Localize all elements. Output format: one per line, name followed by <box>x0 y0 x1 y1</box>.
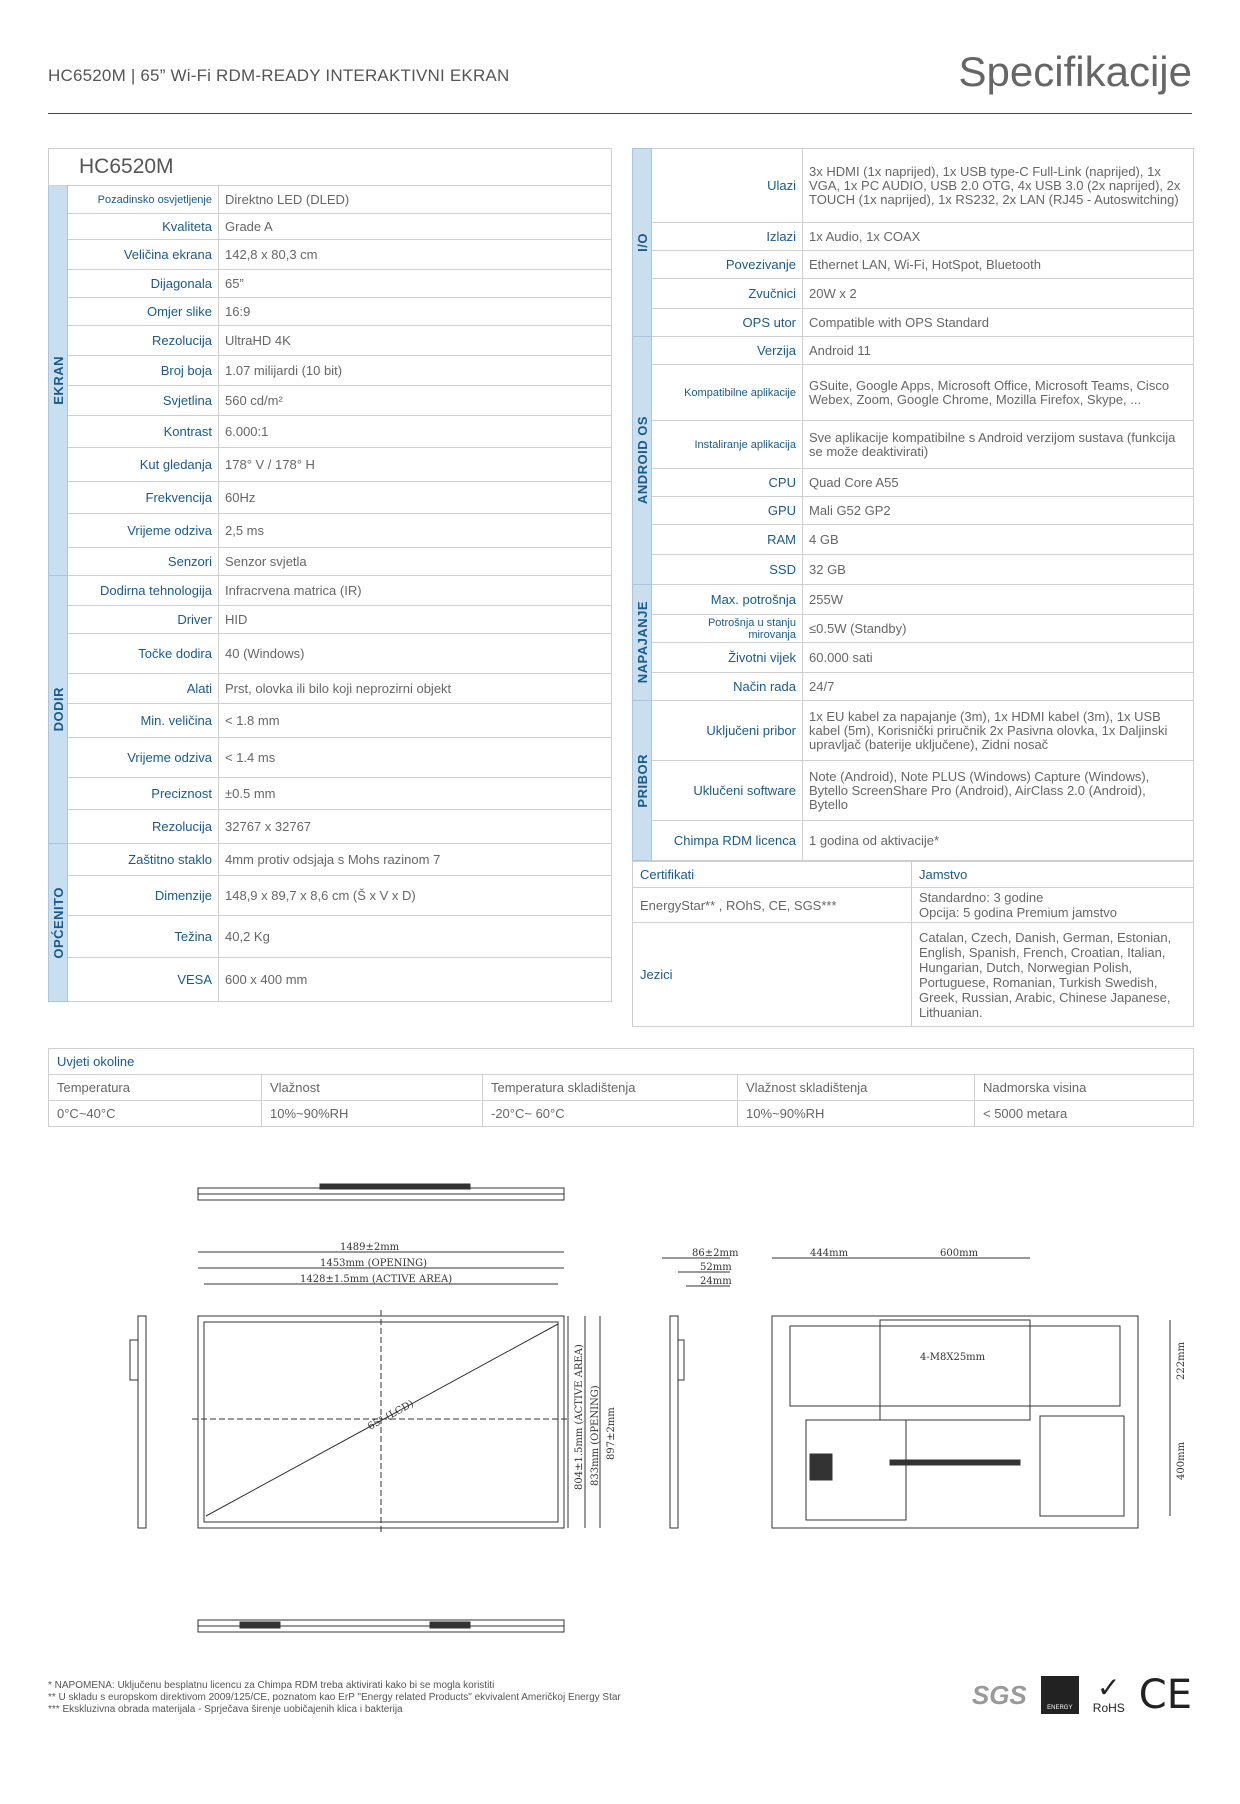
height-total-label: 897±2mm <box>606 1407 617 1460</box>
env-value: < 5000 metara <box>975 1101 1194 1127</box>
spec-row <box>633 555 1194 585</box>
spec-value: Mali G52 GP2 <box>803 497 1194 525</box>
spec-row <box>49 240 612 270</box>
warranty-header: Jamstvo <box>912 862 1194 888</box>
spec-value: 1 godina od aktivacije* <box>803 821 1194 861</box>
spec-label: Način rada <box>652 673 803 701</box>
technical-drawings <box>0 1170 1240 1650</box>
header-divider <box>48 113 1192 114</box>
spec-row <box>49 576 612 606</box>
spec-value: 40,2 Kg <box>219 916 612 958</box>
group-label-cell <box>49 576 68 844</box>
spec-label: Pozadinsko osvjetljenje <box>68 186 219 214</box>
spec-label: Kontrast <box>68 416 219 448</box>
spec-row <box>633 673 1194 701</box>
depth-min-label: 24mm <box>700 1276 732 1287</box>
spec-value: 16:9 <box>219 298 612 326</box>
spec-value: 4 GB <box>803 525 1194 555</box>
spec-value: 142,8 x 80,3 cm <box>219 240 612 270</box>
spec-row <box>49 876 612 916</box>
front-view-drawing <box>192 1242 617 1534</box>
certificates-table <box>632 861 1194 1027</box>
spec-label: Izlazi <box>652 223 803 251</box>
vesa-width-label: 600mm <box>940 1248 979 1259</box>
spec-row <box>49 326 612 356</box>
depth-total-label: 86±2mm <box>692 1248 739 1259</box>
spec-value: ≤0.5W (Standby) <box>803 615 1194 643</box>
spec-label: Zvučnici <box>652 279 803 309</box>
spec-label: Chimpa RDM licenca <box>652 821 803 861</box>
spec-label: Verzija <box>652 337 803 365</box>
height-opening-label: 833mm (OPENING) <box>590 1385 601 1486</box>
spec-value: 255W <box>803 585 1194 615</box>
spec-row <box>633 497 1194 525</box>
document-subtitle: HC6520M | 65” Wi-Fi RDM-READY INTERAKTIVNI EKRAN <box>48 66 510 85</box>
ce-logo: CE <box>1138 1672 1192 1718</box>
spec-value: ±0.5 mm <box>219 778 612 810</box>
spec-row <box>49 386 612 416</box>
width-total-label: 1489±2mm <box>340 1242 400 1253</box>
spec-label: VESA <box>68 958 219 1002</box>
spec-label: Životni vijek <box>652 643 803 673</box>
check-icon: ✓ <box>1097 1672 1121 1703</box>
spec-row <box>633 701 1194 761</box>
vesa-offset-label: 444mm <box>810 1248 849 1259</box>
spec-value: 3x HDMI (1x naprijed), 1x USB type-C Full-Link (naprijed), 1x VGA, 1x PC AUDIO, USB 2.0 OTG, 4x USB 3.0 (2x naprijed), 2x TOUCH (1x naprijed), 1x RS232, 2x LAN (RJ45 - Autoswitching) <box>803 149 1194 223</box>
spec-value: Direktno LED (DLED) <box>219 186 612 214</box>
env-value: 0°C~40°C <box>49 1101 262 1127</box>
spec-label: Broj boja <box>68 356 219 386</box>
spec-label: Senzori <box>68 548 219 576</box>
spec-value: 40 (Windows) <box>219 634 612 674</box>
spec-value: 32767 x 32767 <box>219 810 612 844</box>
spec-row <box>633 251 1194 279</box>
spec-value: 178° V / 178° H <box>219 448 612 482</box>
spec-row <box>633 643 1194 673</box>
energy-star-logo: ENERGY STAR <box>1041 1676 1079 1714</box>
spec-row <box>49 482 612 514</box>
page-title: Specifikacije <box>958 48 1192 95</box>
spec-value: Ethernet LAN, Wi-Fi, HotSpot, Bluetooth <box>803 251 1194 279</box>
group-label-cell <box>633 337 652 585</box>
spec-value: 65” <box>219 270 612 298</box>
spec-label: Težina <box>68 916 219 958</box>
footnote: * NAPOMENA: Uključenu besplatnu licencu za Chimpa RDM treba aktivirati kako bi se mogla koristiti <box>48 1680 495 1691</box>
spec-label: Vrijeme odziva <box>68 738 219 778</box>
spec-row <box>633 279 1194 309</box>
spec-row <box>633 149 1194 223</box>
spec-label: Max. potrošnja <box>652 585 803 615</box>
spec-value: 148,9 x 89,7 x 8,6 cm (Š x V x D) <box>219 876 612 916</box>
spec-row <box>633 421 1194 469</box>
spec-row <box>633 585 1194 615</box>
spec-row <box>49 214 612 240</box>
spec-row <box>49 778 612 810</box>
spec-label: Točke dodira <box>68 634 219 674</box>
spec-row <box>49 958 612 1002</box>
env-header: Temperatura skladištenja <box>483 1075 738 1101</box>
left-spec-table <box>48 148 612 1002</box>
spec-label: Kut gledanja <box>68 448 219 482</box>
group-label-cell <box>633 149 652 337</box>
group-label: I/O <box>634 233 650 252</box>
width-active-label: 1428±1.5mm (ACTIVE AREA) <box>300 1274 453 1285</box>
spec-label: Svjetlina <box>68 386 219 416</box>
vesa-height-label: 400mm <box>1176 1441 1187 1480</box>
height-active-label: 804±1.5mm (ACTIVE AREA) <box>574 1344 585 1490</box>
env-header: Vlažnost skladištenja <box>738 1075 975 1101</box>
group-label-cell <box>49 186 68 576</box>
spec-value: < 1.8 mm <box>219 704 612 738</box>
screw-spec-label: 4-M8X25mm <box>920 1352 986 1363</box>
spec-value: < 1.4 ms <box>219 738 612 778</box>
spec-row <box>633 761 1194 821</box>
footnotes <box>48 1680 621 1716</box>
spec-value: 20W x 2 <box>803 279 1194 309</box>
spec-value: HID <box>219 606 612 634</box>
env-header: Nadmorska visina <box>975 1075 1194 1101</box>
spec-value: 560 cd/m² <box>219 386 612 416</box>
spec-label: SSD <box>652 555 803 585</box>
spec-value: Note (Android), Note PLUS (Windows) Capture (Windows), Bytello ScreenShare Pro (Android), AirClass 2.0 (Android), Bytello <box>803 761 1194 821</box>
spec-label: OPS utor <box>652 309 803 337</box>
spec-label: Driver <box>68 606 219 634</box>
spec-row <box>49 704 612 738</box>
spec-value: Prst, olovka ili bilo koji neprozirni objekt <box>219 674 612 704</box>
spec-row <box>49 270 612 298</box>
spec-value: 60Hz <box>219 482 612 514</box>
spec-value: Sve aplikacije kompatibilne s Android verzijom sustava (funkcija se može deaktivirati) <box>803 421 1194 469</box>
spec-label: Dodirna tehnologija <box>68 576 219 606</box>
spec-row <box>49 674 612 704</box>
spec-value: 1x EU kabel za napajanje (3m), 1x HDMI kabel (3m), 1x USB kabel (5m), Korisnički priručnik 2x Pasivna olovka, 1x Daljinski upravljač (baterije uključene), Zidni nosač <box>803 701 1194 761</box>
spec-label: Uklučeni software <box>652 761 803 821</box>
spec-label: Povezivanje <box>652 251 803 279</box>
group-label-cell <box>49 844 68 1002</box>
spec-row <box>49 810 612 844</box>
spec-value: Infracrvena matrica (IR) <box>219 576 612 606</box>
spec-row <box>49 916 612 958</box>
rohs-logo <box>1092 1672 1125 1715</box>
footnote: *** Ekskluzivna obrada materijala - Sprječava širenje uobičajenih klica i bakterija <box>48 1704 403 1715</box>
certification-logos <box>971 1672 1192 1775</box>
env-header: Temperatura <box>49 1075 262 1101</box>
spec-value: GSuite, Google Apps, Microsoft Office, Microsoft Teams, Cisco Webex, Zoom, Google Chrome, Mozilla Firefox, Skype, ... <box>803 365 1194 421</box>
group-label: EKRAN <box>50 356 66 405</box>
environment-title: Uvjeti okoline <box>49 1049 1194 1075</box>
spec-row <box>49 844 612 876</box>
spec-value: 24/7 <box>803 673 1194 701</box>
spec-label: Dimenzije <box>68 876 219 916</box>
spec-label: Kompatibilne aplikacije <box>652 365 803 421</box>
spec-label: Dijagonala <box>68 270 219 298</box>
spec-row <box>49 606 612 634</box>
spec-label: Veličina ekrana <box>68 240 219 270</box>
spec-row <box>49 298 612 326</box>
spec-value: 4mm protiv odsjaja s Mohs razinom 7 <box>219 844 612 876</box>
env-header: Vlažnost <box>262 1075 483 1101</box>
spec-label: Uključeni pribor <box>652 701 803 761</box>
env-value: 10%~90%RH <box>738 1101 975 1127</box>
spec-row <box>49 416 612 448</box>
spec-label: Rezolucija <box>68 326 219 356</box>
group-label: OPĆENITO <box>50 886 66 959</box>
spec-label: Ulazi <box>652 149 803 223</box>
vesa-top-offset-label: 222mm <box>1176 1341 1187 1380</box>
spec-value: Android 11 <box>803 337 1194 365</box>
languages-header: Jezici <box>633 923 912 1027</box>
spec-label: RAM <box>652 525 803 555</box>
spec-label: Preciznost <box>68 778 219 810</box>
spec-row <box>633 525 1194 555</box>
spec-row <box>49 448 612 482</box>
spec-label: CPU <box>652 469 803 497</box>
spec-value: 32 GB <box>803 555 1194 585</box>
depth-mid-label: 52mm <box>700 1262 732 1273</box>
spec-value: 2,5 ms <box>219 514 612 548</box>
cert-header: Certifikati <box>633 862 912 888</box>
product-title: HC6520M <box>49 149 612 186</box>
env-value: -20°C~ 60°C <box>483 1101 738 1127</box>
spec-row <box>633 223 1194 251</box>
spec-value: Quad Core A55 <box>803 469 1194 497</box>
spec-label: Omjer slike <box>68 298 219 326</box>
spec-row <box>49 548 612 576</box>
spec-value: Compatible with OPS Standard <box>803 309 1194 337</box>
cert-value: EnergyStar** , ROhS, CE, SGS*** <box>633 888 912 923</box>
spec-value: Grade A <box>219 214 612 240</box>
spec-label: GPU <box>652 497 803 525</box>
spec-label: Rezolucija <box>68 810 219 844</box>
spec-row <box>49 634 612 674</box>
top-view-drawing <box>198 1184 564 1200</box>
warranty-standard: Standardno: 3 godine <box>919 890 1044 905</box>
sgs-logo: SGS <box>971 1679 1027 1710</box>
warranty-option: Opcija: 5 godina Premium jamstvo <box>919 905 1117 920</box>
back-view-drawing <box>772 1248 1187 1528</box>
env-value: 10%~90%RH <box>262 1101 483 1127</box>
spec-label: Vrijeme odziva <box>68 514 219 548</box>
languages-value: Catalan, Czech, Danish, German, Estonian, English, Spanish, French, Croatian, Italian, Hungarian, Dutch, Norwegian Polish, Portuguese, Romanian, Turkish Swedish, Greek, Russian, Arabic, Chinese Japanese, Lithuanian. <box>912 923 1194 1027</box>
group-label: NAPAJANJE <box>634 601 650 684</box>
environment-table <box>48 1048 1194 1127</box>
spec-label: Frekvencija <box>68 482 219 514</box>
group-label: DODIR <box>50 687 66 732</box>
spec-row <box>633 337 1194 365</box>
spec-value: 1.07 milijardi (10 bit) <box>219 356 612 386</box>
spec-value: 60.000 sati <box>803 643 1194 673</box>
group-label-cell <box>633 701 652 861</box>
rohs-text: RoHS <box>1092 1701 1125 1715</box>
spec-label: Min. veličina <box>68 704 219 738</box>
spec-row <box>633 615 1194 643</box>
diagonal-label: 65" (LCD) <box>366 1398 416 1433</box>
group-label-cell <box>633 585 652 701</box>
spec-row <box>633 469 1194 497</box>
spec-value: UltraHD 4K <box>219 326 612 356</box>
width-opening-label: 1453mm (OPENING) <box>320 1258 428 1269</box>
spec-row <box>633 365 1194 421</box>
group-label: PRIBOR <box>634 753 650 808</box>
spec-row <box>49 356 612 386</box>
footnote: ** U skladu s europskom direktivom 2009/125/CE, poznatom kao ErP "Energy related Products" ekvivalent Američkoj Energy Star <box>48 1692 621 1703</box>
spec-row <box>49 186 612 214</box>
side-view-drawing <box>130 1248 739 1528</box>
spec-row <box>49 514 612 548</box>
group-label: ANDROID OS <box>634 416 650 505</box>
spec-value: 600 x 400 mm <box>219 958 612 1002</box>
spec-label: Zaštitno staklo <box>68 844 219 876</box>
spec-value: 1x Audio, 1x COAX <box>803 223 1194 251</box>
spec-label: Kvaliteta <box>68 214 219 240</box>
spec-label: Instaliranje aplikacija <box>652 421 803 469</box>
spec-label: Alati <box>68 674 219 704</box>
spec-value: 6.000:1 <box>219 416 612 448</box>
spec-row <box>49 738 612 778</box>
bottom-view-drawing <box>198 1620 564 1632</box>
spec-value: Senzor svjetla <box>219 548 612 576</box>
right-spec-table <box>632 148 1194 861</box>
spec-label: Potrošnja u stanju mirovanja <box>652 615 803 643</box>
spec-row <box>633 309 1194 337</box>
spec-row <box>633 821 1194 861</box>
